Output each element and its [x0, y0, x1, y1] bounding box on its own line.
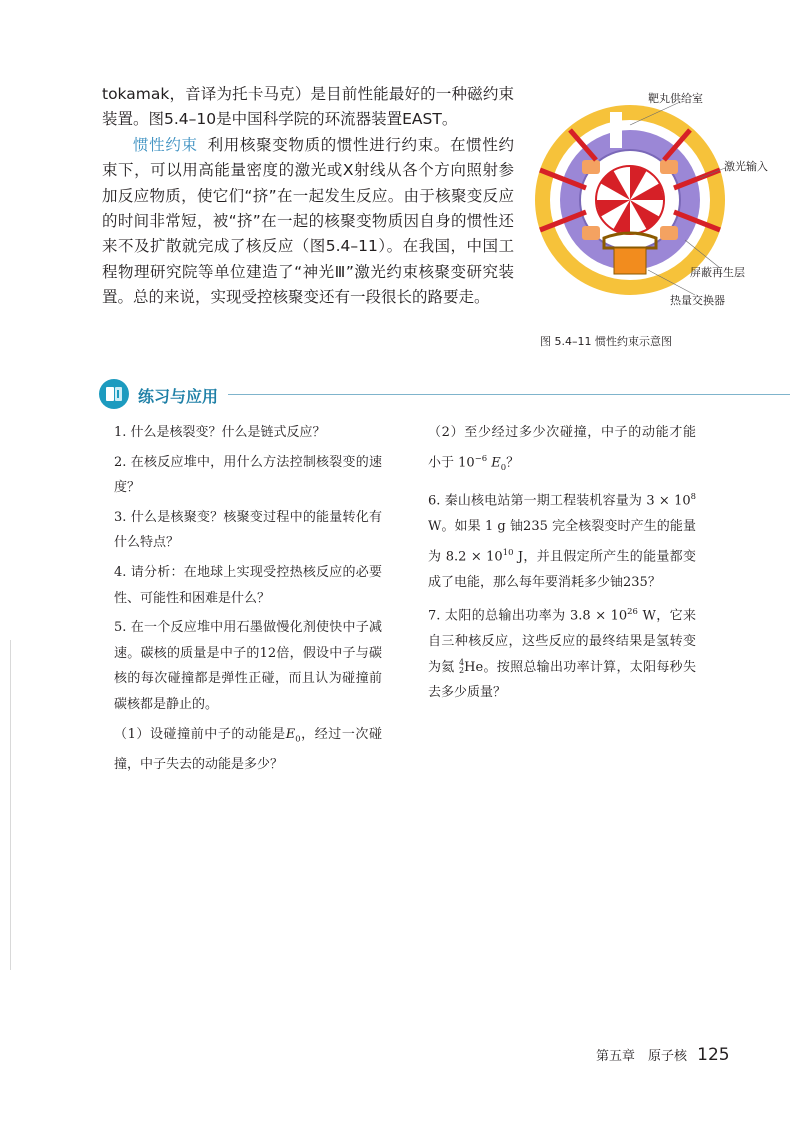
exercise-6 [428, 484, 696, 595]
exercise-5-1 [114, 722, 382, 778]
exercise-7-mid: W，它来自三种核反应，这些反应的最终结果是氢转变为氦 [428, 608, 696, 675]
exercise-3: 3. 什么是核聚变？核聚变过程中的能量转化有什么特点？ [114, 509, 382, 551]
exercise-4: 4. 请分析：在地球上实现受控热核反应的必要性、可能性和困难是什么？ [114, 564, 382, 606]
exercise-6-exp1: 8 [690, 491, 696, 502]
exercise-7-pre: 7. 太阳的总输出功率为 3.8 × 10 [428, 608, 628, 624]
exercise-5-2-exp: −6 [474, 452, 488, 463]
exercise-5-2-pre: （2）至少经过多少次碰撞，中子的动能才能小于 10 [428, 425, 696, 470]
exercise-5-2 [428, 420, 696, 480]
heat-exchanger [614, 248, 646, 274]
exercise-5-1-var: E [285, 726, 296, 742]
exercise-6-mid: W。如果 1 g 铀235 完全核裂变时产生的能量为 8.2 × 10 [428, 519, 696, 564]
section-header [98, 378, 790, 414]
intro-paragraph-1: tokamak，音译为托卡马克）是目前性能最好的一种磁约束装置。图5.4–10是中国科学院的环流器装置EAST。 [102, 85, 514, 129]
exercise-book-icon [98, 378, 130, 410]
exercise-1: 1. 什么是核裂变？什么是链式反应？ [114, 425, 326, 440]
exercise-7-exp: 26 [627, 606, 638, 617]
figure-caption: 图 5.4–11 惯性约束示意图 [540, 335, 672, 348]
exercise-5-2-post: ？ [506, 454, 520, 470]
page-number: 125 [697, 1045, 730, 1065]
exercises-left-column [114, 420, 382, 781]
exercise-7 [428, 599, 696, 706]
pellet-supply-channel [610, 112, 622, 148]
exercise-6-post: J，并且假定所产生的能量都变成了电能，那么每年要消耗多少铀235？ [428, 548, 696, 590]
exercise-5-1-post: ，经过一次碰撞，中子失去的动能是多少？ [114, 726, 382, 772]
page-footer [596, 1045, 730, 1065]
exercise-6-pre: 6. 秦山核电站第一期工程装机容量为 3 × 10 [428, 493, 691, 509]
exercise-2: 2. 在核反应堆中，用什么方法控制核裂变的速度？ [114, 454, 382, 496]
label-pellet-supply: 靶丸供给室 [648, 92, 703, 105]
intro-paragraph-2-body: 利用核聚变物质的惯性进行约束。在惯性约束下，可以用高能量密度的激光或X射线从各个方向照射参加反应物质，使它们“挤”在一起发生反应。由于核聚变反应的时间非常短，被“挤”在一起的核聚变物质因自身的惯性还来不及扩散就完成了核反应（图5.4–11）。在我国，中国工程物理研究院等单位建造了“神光Ⅲ”激光约束核聚变研究装置。总的来说，实现受控核聚变还有一段很长的路要走。 [102, 135, 514, 307]
exercise-5: 5. 在一个反应堆中用石墨做慢化剂使快中子减速。碳核的质量是中子的12倍，假设中子与碳核的每次碰撞都是弹性正碰，而且认为碰撞前碳核都是静止的。 [114, 620, 382, 712]
chapter-title: 第五章 原子核 [596, 1049, 688, 1064]
helium-symbol: He [464, 659, 484, 675]
exercise-5-2-sub: 0 [500, 461, 507, 472]
label-laser-input: 激光输入 [724, 160, 768, 173]
helium-atomic-number: 2 [459, 666, 465, 676]
inertial-confinement-figure [530, 90, 790, 330]
section-title: 练习与应用 [138, 387, 219, 406]
intro-paragraph-2 [102, 133, 514, 311]
exercise-7-post: 。按照总输出功率计算，太阳每秒失去多少质量？ [428, 659, 696, 701]
section-divider [228, 394, 790, 395]
exercises-right-column [428, 420, 696, 710]
inertial-confinement-keyword: 惯性约束 [133, 135, 198, 154]
margin-rule [10, 640, 11, 970]
exercise-6-exp2: 10 [502, 546, 514, 557]
exercise-5-1-sub: 0 [295, 733, 301, 744]
label-shield-regen: 屏蔽再生层 [690, 266, 745, 279]
figure-diagram [530, 90, 790, 330]
target-wheel [596, 166, 664, 234]
exercise-5-2-var: E [491, 454, 501, 470]
label-heat-exchanger: 热量交换器 [670, 294, 725, 307]
helium-mass-number: 4 [459, 658, 465, 668]
intro-text [102, 82, 514, 311]
exercise-5-1-pre: （1）设碰撞前中子的动能是 [114, 726, 286, 742]
